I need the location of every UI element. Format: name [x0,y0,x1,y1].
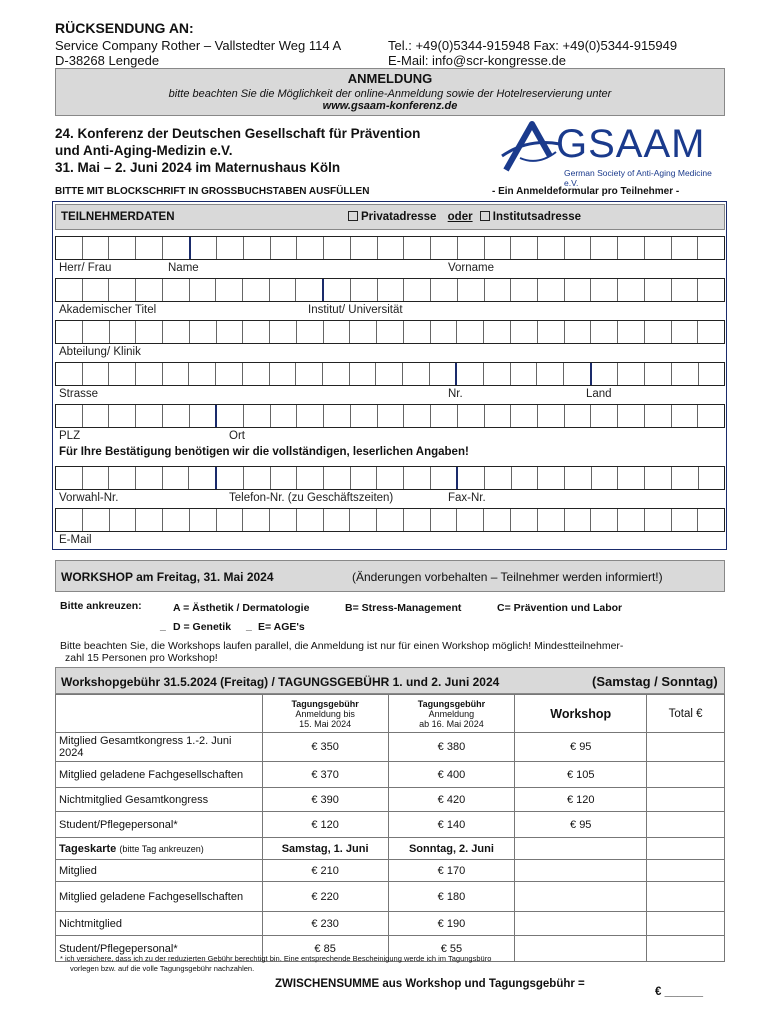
subtotal-label: ZWISCHENSUMME aus Workshop und Tagungsgebühr = [275,978,585,990]
col-fee-from-3: ab 16. Mai 2024 [419,718,484,729]
day-fee-sunday[interactable]: € 170 [388,860,515,882]
banner-title: ANMELDUNG [347,71,433,86]
day-fee-label: Student/Pflegepersonal* [56,936,263,962]
workshop-title-note: (Änderungen vorbehalten – Teilnehmer werden informiert!) [352,570,663,584]
tick-label: Bitte ankreuzen: [60,600,142,612]
day-fee-saturday[interactable]: € 85 [262,936,388,962]
option-e[interactable]: E= AGE's [258,621,305,633]
city-label: Ort [229,430,245,442]
footnote-line-2: vorlegen bzw. auf die volle Tagungsgebühr nachzahlen. [70,964,255,973]
fee-row [56,762,725,788]
address-type [348,211,581,223]
institute-address-label: Institutsadresse [492,211,581,223]
option-d[interactable]: D = Genetik [173,621,232,633]
col-fee-until [262,695,388,733]
company-email: E-Mail: info@scr-kongresse.de [388,53,566,68]
fee-until[interactable]: € 350 [262,733,388,762]
block-caps-instruction: BITTE MIT BLOCKSCHRIFT IN GROSSBUCHSTABEN AUSFÜLLEN [55,186,370,197]
day-ticket-empty-cell [515,838,647,860]
fee-until[interactable]: € 120 [262,812,388,838]
day-fee-saturday[interactable]: € 230 [262,912,388,936]
conference-line-2: und Anti-Aging-Medizin e.V. [55,143,233,158]
fee-until[interactable]: € 390 [262,788,388,812]
fees-title: Workshopgebühr 31.5.2024 (Freitag) / TAGUNGSGEBÜHR 1. und 2. Juni 2024 [61,675,500,689]
day-fee-row [56,860,725,882]
day-fee-total-cell[interactable] [647,882,725,912]
private-address-label: Privatadresse [361,211,437,223]
fee-from[interactable]: € 380 [388,733,515,762]
day-fee-label: Nichtmitglied [56,912,263,936]
day-ticket-label-cell [56,838,263,860]
conference-line-1: 24. Konferenz der Deutschen Gesellschaft für Prävention [55,126,421,141]
phone-label: Telefon-Nr. (zu Geschäftszeiten) [229,492,394,504]
firstname-label: Vorname [448,262,495,274]
street-input-row[interactable] [55,362,725,386]
option-d-blank[interactable]: _ [160,620,166,632]
fee-workshop[interactable]: € 105 [515,762,647,788]
fee-from[interactable]: € 140 [388,812,515,838]
email-input-row[interactable] [55,508,725,532]
or-label: oder [447,211,473,223]
name-label: Name [168,262,199,274]
col-total: Total € [647,695,725,733]
institute-address-checkbox[interactable] [480,211,490,221]
day-ticket-note: (bitte Tag ankreuzen) [119,843,204,854]
company-city: D-38268 Lengede [55,53,160,68]
col-fee-until-2: Anmeldung bis [295,708,355,719]
banner-note: bitte beachten Sie die Möglichkeit der online-Anmeldung sowie der Hotelreservierung unter [168,88,612,100]
col-fee-until-1: Tagungsgebühr [291,698,359,709]
zip-city-input-row[interactable] [55,404,725,428]
day-fee-row [56,882,725,912]
col-workshop: Workshop [515,695,647,733]
department-input-row[interactable] [55,320,725,344]
day-fee-empty-cell [515,882,647,912]
workshop-note [60,640,623,664]
fee-workshop[interactable]: € 95 [515,733,647,762]
col-fee-from-2: Anmeldung [428,708,475,719]
day-ticket-label: Tageskarte [59,842,117,855]
day-fee-row [56,912,725,936]
footnote-line-1: * ich versichere, dass ich zu der reduzierten Gebühr berechtigt bin. Eine entsprechende Bescheinigung werde ich im Tagungsbüro [60,954,492,963]
fee-total-cell[interactable] [647,733,725,762]
fee-workshop[interactable]: € 120 [515,788,647,812]
participant-header [55,204,725,230]
subtotal-value[interactable]: € ______ [655,986,703,998]
col-fee-from-1: Tagungsgebühr [417,698,486,709]
option-e-blank[interactable]: _ [246,620,252,632]
day-ticket-header-row [56,838,725,860]
workshop-note-line-1: Bitte beachten Sie, die Workshops laufen parallel, die Anmeldung ist nur für einen Workshop möglich! Mindestteilnehmer- [60,640,624,652]
name-input-row[interactable] [55,236,725,260]
col-fee-until-3: 15. Mai 2024 [299,718,352,729]
fee-until[interactable]: € 370 [262,762,388,788]
day-fee-saturday[interactable]: € 220 [262,882,388,912]
per-person-note: - Ein Anmeldeformular pro Teilnehmer - [492,186,680,197]
fee-workshop[interactable]: € 95 [515,812,647,838]
logo-subtitle: German Society of Anti-Aging Medicine e.V. [564,168,712,188]
email-label: E-Mail [59,534,92,546]
participant-title: TEILNEHMERDATEN [61,211,175,223]
registration-banner [55,68,725,116]
option-a[interactable]: A = Ästhetik / Dermatologie [173,602,310,614]
fee-row-label: Mitglied geladene Fachgesellschaften [56,762,263,788]
country-label: Land [586,388,612,400]
private-address-checkbox[interactable] [348,211,358,221]
fax-label: Fax-Nr. [448,492,486,504]
logo-text: GSAAM [556,122,706,166]
day-fee-total-cell[interactable] [647,912,725,936]
fees-header [55,667,725,694]
option-b[interactable]: B= Stress-Management [345,602,462,614]
fee-row [56,788,725,812]
fee-from[interactable]: € 420 [388,788,515,812]
footnote [60,954,491,974]
zip-label: PLZ [59,430,81,442]
salutation-label: Herr/ Frau [59,262,112,274]
day-fee-sunday[interactable]: € 190 [388,912,515,936]
company-line: Service Company Rother – Vallstedter Weg 114 A [55,38,342,53]
day-fee-label: Mitglied [56,860,263,882]
workshop-header [55,560,725,592]
day-fee-sunday[interactable]: € 55 [388,936,515,962]
day-fee-label: Mitglied geladene Fachgesellschaften [56,882,263,912]
day-fee-saturday[interactable]: € 210 [262,860,388,882]
confirmation-note: Für Ihre Bestätigung benötigen wir die vollständigen, leserlichen Angaben! [59,446,469,458]
fee-row-label: Nichtmitglied Gesamtkongress [56,788,263,812]
workshop-note-line-2: zahl 15 Personen pro Workshop! [65,652,218,664]
fee-row-label: Student/Pflegepersonal* [56,812,263,838]
fee-row [56,812,725,838]
banner-url[interactable]: www.gsaam-konferenz.de [322,100,458,112]
day-ticket-saturday[interactable]: Samstag, 1. Juni [262,838,388,860]
fee-from[interactable]: € 400 [388,762,515,788]
fees-header-row [56,695,725,733]
title-institute-input-row[interactable] [55,278,725,302]
conference-title [55,125,420,176]
street-label: Strasse [59,388,98,400]
day-fee-sunday[interactable]: € 180 [388,882,515,912]
col-fee-from [388,695,515,733]
workshop-title: WORKSHOP am Freitag, 31. Mai 2024 [61,570,274,584]
institute-label: Institut/ Universität [308,304,403,316]
return-title: RÜCKSENDUNG AN: [55,20,194,36]
day-fee-total-cell[interactable] [647,860,725,882]
fees-table [55,694,725,962]
option-c[interactable]: C= Prävention und Labor [497,602,623,614]
day-ticket-total-cell[interactable] [647,838,725,860]
gsaam-logo [498,118,718,188]
day-fee-empty-cell [515,936,647,962]
day-fee-empty-cell [515,912,647,936]
fees-title-suffix: (Samstag / Sonntag) [592,674,718,689]
fee-total-cell[interactable] [647,788,725,812]
day-fee-total-cell[interactable] [647,936,725,962]
day-fee-empty-cell [515,860,647,882]
phone-input-row[interactable] [55,466,725,490]
fees-empty-cell [56,695,263,733]
number-label: Nr. [448,388,463,400]
fee-row-label: Mitglied Gesamtkongress 1.-2. Juni 2024 [56,733,263,762]
fee-total-cell[interactable] [647,762,725,788]
tel-fax: Tel.: +49(0)5344-915948 Fax: +49(0)5344-915949 [388,38,678,53]
conference-line-3: 31. Mai – 2. Juni 2024 im Maternushaus Köln [55,160,341,175]
department-label: Abteilung/ Klinik [59,346,141,358]
area-code-label: Vorwahl-Nr. [59,492,119,504]
academic-title-label: Akademischer Titel [59,304,157,316]
fee-total-cell[interactable] [647,812,725,838]
fee-row [56,733,725,762]
day-ticket-sunday[interactable]: Sonntag, 2. Juni [388,838,515,860]
